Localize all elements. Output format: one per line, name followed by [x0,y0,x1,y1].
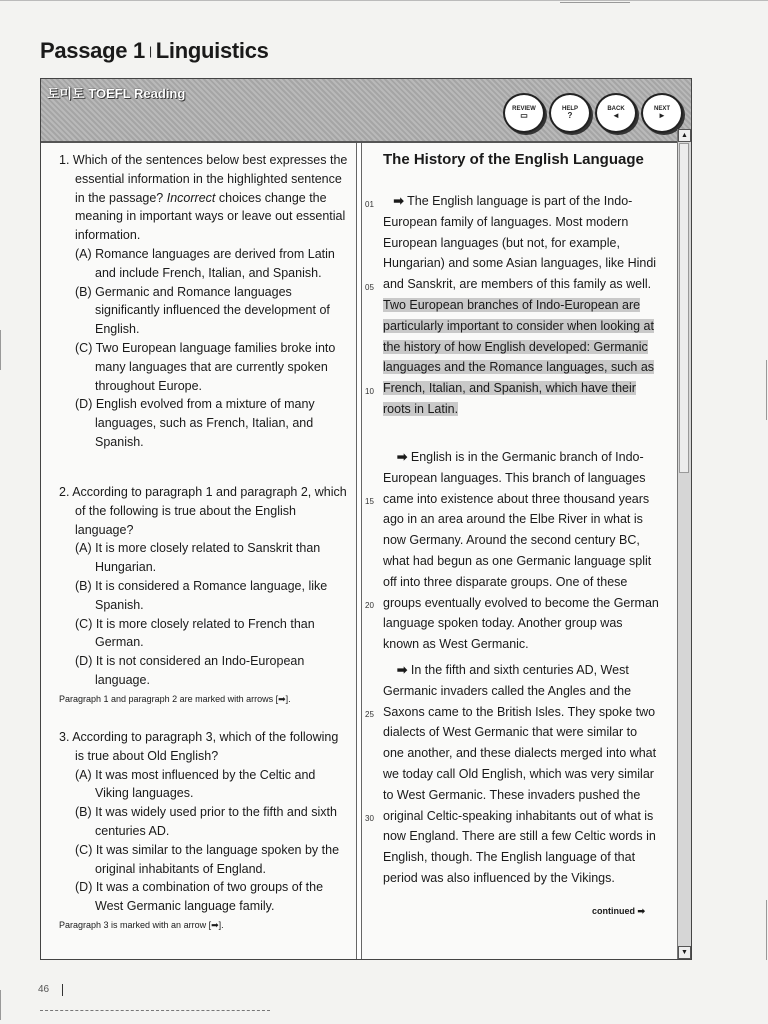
question-stem: 2. According to paragraph 1 and paragraph 2, which of the following is true about the English language? [59,485,347,537]
header-bar [41,79,691,143]
question-note: Paragraph 3 is marked with an arrow [➡]. [59,919,224,930]
next-button[interactable]: NEXT ► [641,93,683,133]
answer-option-a[interactable]: (A) It is more closely related to Sanskrit than Hungarian. [75,541,321,575]
answer-option-d[interactable]: (D) It is not considered an Indo-European language. [75,654,305,687]
line-number: 20 [365,601,374,610]
question-stem: 1. Which of the sentences below best expresses the essential information in the highlighted sentence in the passage? Incorrect choices change the meaning in important ways or leave out essential information. [59,153,348,243]
page-number: 46 [38,984,50,995]
answer-option-b[interactable]: (B) Germanic and Romance languages significantly influenced the development of English. [75,284,330,337]
page-title: Passage 1 | Linguistics [40,38,269,63]
continued-label: continued ➡ [591,906,645,916]
back-arrow-icon: ◄ [612,111,620,120]
answer-option-b[interactable]: (B) It was widely used prior to the fifth and sixth centuries AD. [75,805,337,838]
answer-option-c[interactable]: (C) It is more closely related to French than German. [75,616,315,650]
edge-mark [766,360,767,420]
top-edge-line [0,0,768,1]
edge-mark [766,900,767,960]
paragraph-arrow-icon: ➡ [396,450,408,464]
paragraph-arrow-icon: ➡ [393,194,404,208]
line-number: 25 [365,710,374,719]
highlighted-sentence: Two European branches of Indo-European are particularly important to consider when looking at the history of how English developed: Germanic languages and the Romance languages, such as French, Italian, and Spanish, which have their roots in Latin. [383,297,655,416]
answer-option-d[interactable]: (D) It was a combination of two groups of the West Germanic language family. [75,880,324,914]
question-note: Paragraph 1 and paragraph 2 are marked with arrows [➡]. [59,693,291,704]
paragraph-1: 01 05 10 ➡ The English language is part of the Indo-European family of languages. Most modern European languages (but not, for example, Hungarian) and some Asian languages, like Hindi and Sanskrit, are members of this family as well. Two European branches of Indo-European are particularly important to consider when looking at the history of how English developed: Germanic languages and the Romance languages, such as French, Italian, and Spanish, which have their roots in Latin. [365,194,657,416]
answer-option-a[interactable]: (A) Romance languages are derived from Latin and include French, Italian, and Spanish. [75,246,335,280]
brand-logo: 토미토 TOEFL Reading [47,86,186,101]
line-number: 30 [365,814,374,823]
page-number-divider [62,984,63,996]
answer-option-c[interactable]: (C) It was similar to the language spoken by the original inhabitants of England. [75,842,340,876]
bottom-rule [40,1010,270,1012]
review-button[interactable]: REVIEW ▭ [503,93,545,133]
passage-panel [361,143,675,957]
scroll-thumb[interactable] [679,143,689,473]
line-number: 15 [365,497,374,506]
answer-option-d[interactable]: (D) English evolved from a mixture of many languages, such as French, Italian, and Spanish. [75,397,315,449]
next-arrow-icon: ► [658,111,666,120]
question-1 [59,151,349,452]
paragraph-3: 25 30 ➡ In the fifth and sixth centuries AD, West Germanic invaders called the Angles and the Saxons came to the British Isles. They spoke two dialects of West Germanic that were similar to one another, and these dialects merged into what we today call Old English, which was very similar to West Germanic. These invaders pushed the original Celtic-speaking inhabitants out of what is now England. There are still a few Celtic words in English, though. The English language of that period was also influenced by the Vikings. [365,663,657,885]
edge-mark [0,330,1,370]
test-window [40,78,692,960]
scroll-up-icon[interactable]: ▲ [678,129,691,142]
question-panel [41,143,356,957]
passage-title: The History of the English Language [383,151,644,168]
passage-scrollbar[interactable] [677,129,691,959]
back-button[interactable]: BACK ◄ [595,93,637,133]
line-number: 10 [365,387,374,396]
line-number: 01 [365,200,374,209]
help-button[interactable]: HELP ? [549,93,591,133]
answer-option-c[interactable]: (C) Two European language families broke into many languages that are currently spoken throughout Europe. [75,340,336,393]
help-icon: ? [567,111,573,120]
scroll-down-icon[interactable]: ▼ [678,946,691,959]
paragraph-arrow-icon: ➡ [396,663,408,677]
question-2 [59,483,349,705]
edge-mark [0,990,1,1020]
top-rule [560,2,630,3]
answer-option-a[interactable]: (A) It was most influenced by the Celtic and Viking languages. [75,767,316,801]
line-number: 05 [365,283,374,292]
answer-option-b[interactable]: (B) It is considered a Romance language, like Spanish. [75,578,328,612]
question-stem: 3. According to paragraph 3, which of the following is true about Old English? [59,730,339,763]
review-icon: ▭ [520,111,528,120]
paragraph-2: 15 20 ➡ English is in the Germanic branch of Indo-European languages. This branch of languages came into existence about three thousand years ago in an area around the Elbe River in what is now Germany. Around the second century BC, what had begun as one Germanic language split off into three disparate groups. One of these groups eventually evolved to become the German language spoken today. Another group was known as West Germanic. [365,450,659,652]
question-3 [59,728,349,931]
